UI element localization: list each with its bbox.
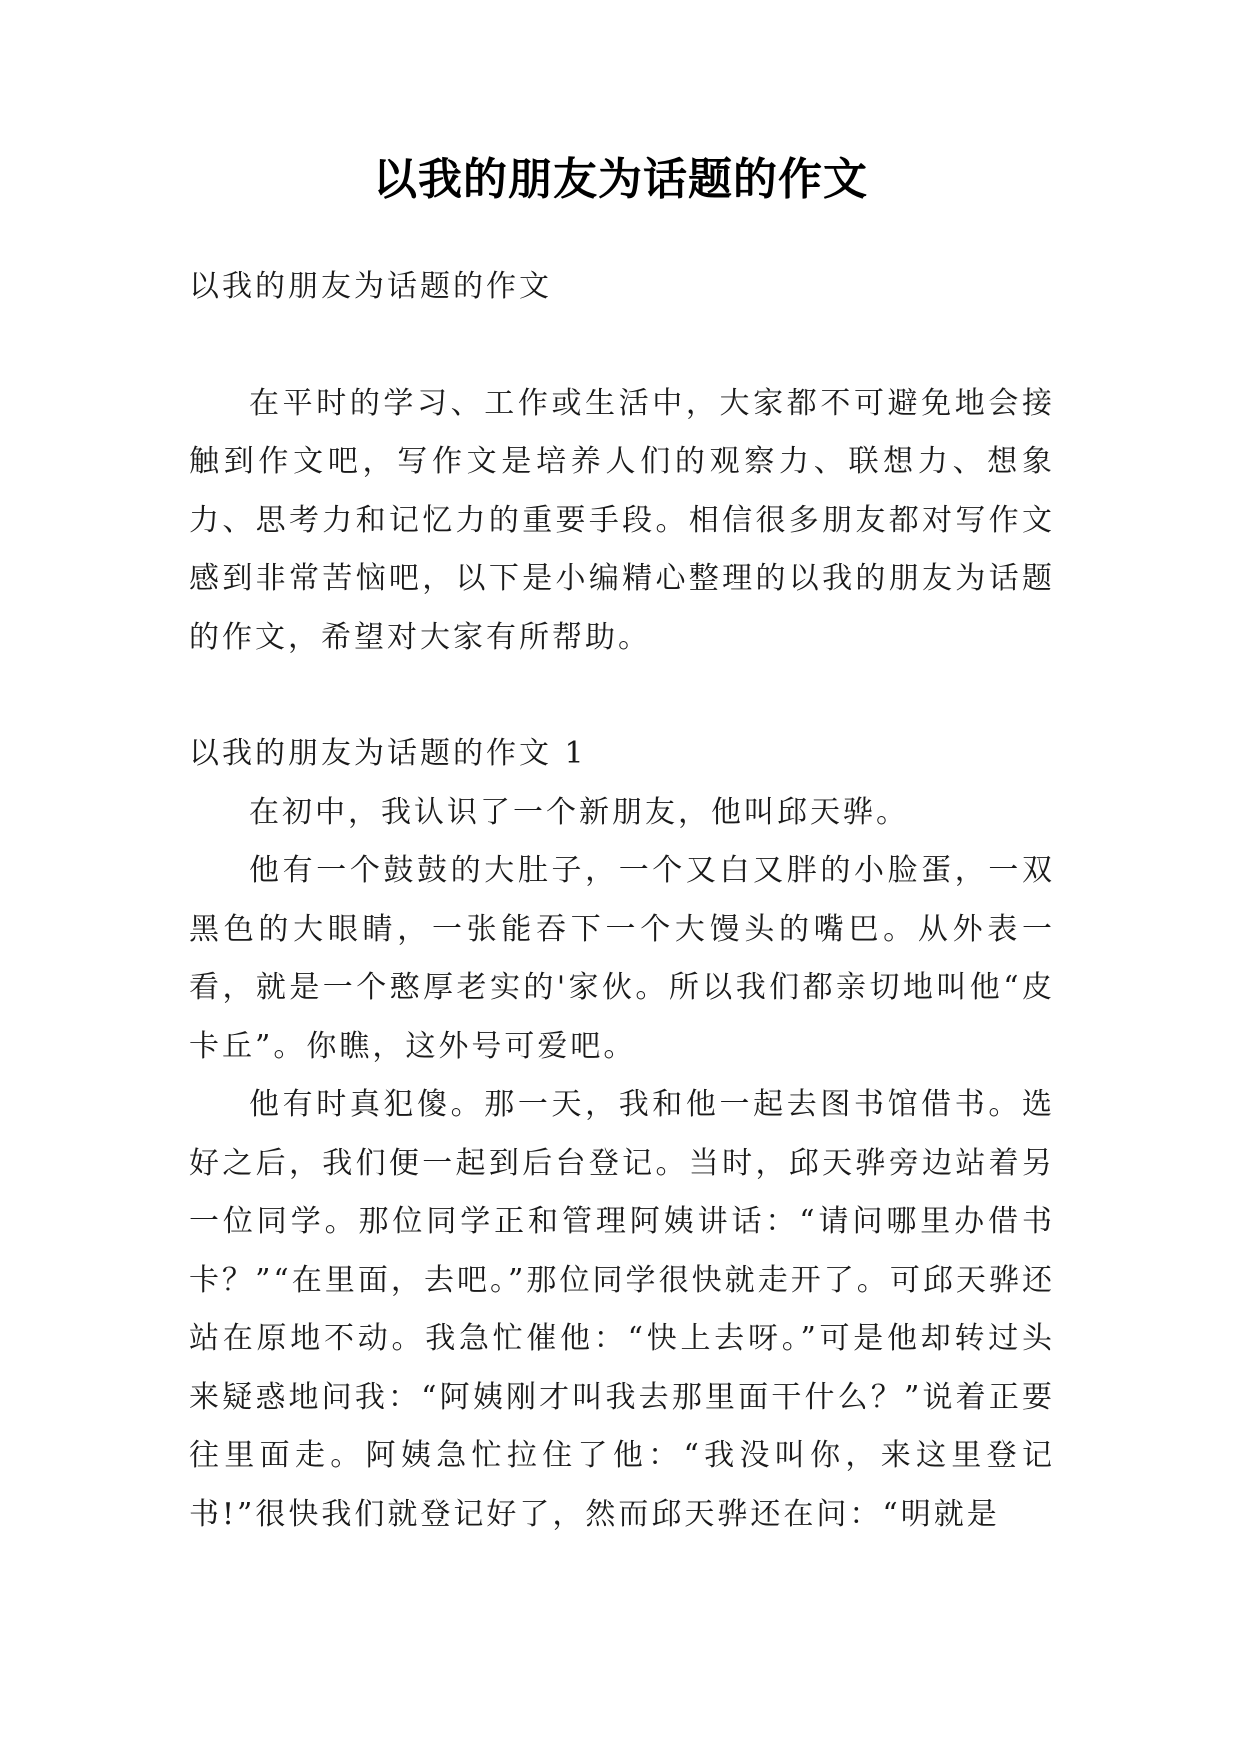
- essay-heading: 以我的朋友为话题的作文 1: [189, 736, 587, 771]
- intro-paragraph: 在平时的学习、工作或生活中，大家都不可避免地会接触到作文吧，写作文是培养人们的观察力、联想力、想象力、思考力和记忆力的重要手段。相信很多朋友都对写作文感到非常苦恼吧，以下是小编精心整理的以我的朋友为话题的作文，希望对大家有所帮助。: [189, 385, 1055, 655]
- essay-paragraph-1: 在初中，我认识了一个新朋友，他叫邱天骅。: [249, 794, 909, 830]
- essay-paragraph-2: 他有一个鼓鼓的大肚子，一个又白又胖的小脸蛋，一双黑色的大眼睛，一张能吞下一个大馒头的嘴巴。从外表一看，就是一个憨厚老实的'家伙。所以我们都亲切地叫他“皮卡丘”。你瞧，这外号可爱吧。: [189, 853, 1055, 1064]
- document-title: 以我的朋友为话题的作文: [373, 154, 868, 205]
- essay-paragraph-3: 他有时真犯傻。那一天，我和他一起去图书馆借书。选好之后，我们便一起到后台登记。当时，邱天骅旁边站着另一位同学。那位同学正和管理阿姨讲话：“请问哪里办借书卡？”“在里面，去吧。”那位同学很快就走开了。可邱天骅还站在原地不动。我急忙催他：“快上去呀。”可是他却转过头来疑惑地问我：“阿姨刚才叫我去那里面干什么？”说着正要往里面走。阿姨急忙拉住了他：“我没叫你，来这里登记书!”很快我们就登记好了，然而邱天骅还在问：“明就是: [189, 1087, 1055, 1532]
- document-body: [189, 258, 1055, 1544]
- document-subtitle: 以我的朋友为话题的作文: [189, 269, 552, 304]
